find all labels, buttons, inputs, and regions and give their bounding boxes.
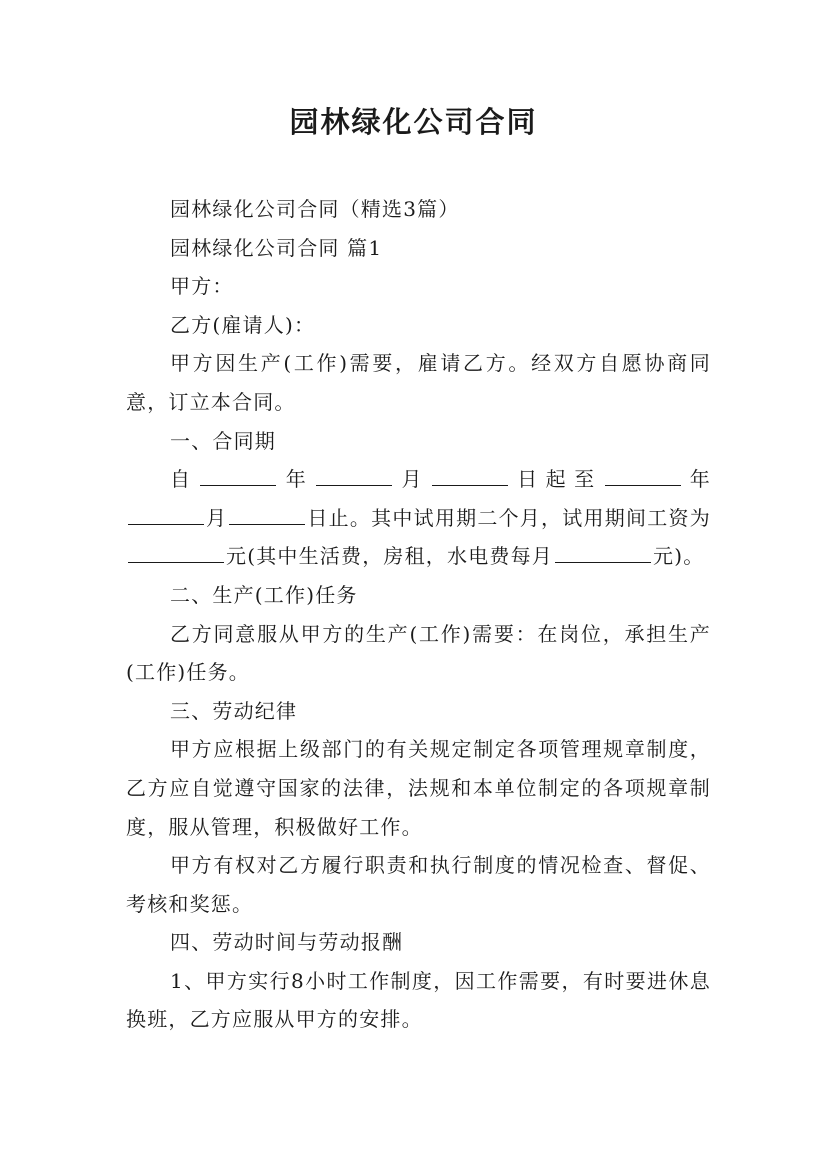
text-fragment: 日起至 [509,467,603,492]
text-fragment: 元(其中生活费，房租，水电费每月 [226,544,554,569]
fill-blank [555,542,651,563]
text-fragment: 年 [682,467,712,492]
section-heading-hours-pay: 四、劳动时间与劳动报酬 [170,930,404,955]
fill-blank [229,504,305,525]
text-fragment: 年 [278,467,315,492]
fill-blank [128,542,224,563]
section-heading-task: 二、生产(工作)任务 [170,582,358,607]
text-fragment: 月 [394,467,430,492]
paragraph-heading: 园林绿化公司合同 篇1 [170,235,383,260]
fill-blank [128,504,204,525]
fill-blank [605,465,681,486]
text-fragment: 自 [170,467,199,492]
document-title: 园林绿化公司合同 [289,105,538,139]
paragraph-hours: 1、甲方实行8小时工作制度，因工作需要，有时要进休息换班，乙方应服从甲方的安排。 [126,968,711,1032]
paragraph-discipline: 甲方应根据上级部门的有关规定制定各项管理规章制度，乙方应自觉遵守国家的法律，法规和本单位制定的各项规章制度，服从管理，积极做好工作。 [126,737,711,839]
document-body [126,190,711,1039]
party-a-line: 甲方： [170,274,234,299]
text-fragment: 日止。其中试用期二个月，试用期间工资为 [307,505,711,530]
paragraph-inspection: 甲方有权对乙方履行职责和执行制度的情况检查、督促、考核和奖惩。 [126,853,711,916]
paragraph-subtitle: 园林绿化公司合同（精选3篇） [170,197,460,221]
party-b-line: 乙方(雇请人)： [170,312,316,337]
paragraph-task: 乙方同意服从甲方的生产(工作)需要：在岗位，承担生产(工作)任务。 [126,621,711,685]
text-fragment: 元)。 [653,544,705,569]
fill-blank [316,465,392,486]
section-heading-contract-period: 一、合同期 [170,428,276,453]
paragraph-contract-period [126,460,711,576]
fill-blank [432,465,508,486]
text-fragment: 月 [206,505,228,530]
paragraph-intro: 甲方因生产(工作)需要，雇请乙方。经双方自愿协商同意，订立本合同。 [126,351,711,414]
section-heading-discipline: 三、劳动纪律 [170,698,298,723]
fill-blank [200,465,276,486]
